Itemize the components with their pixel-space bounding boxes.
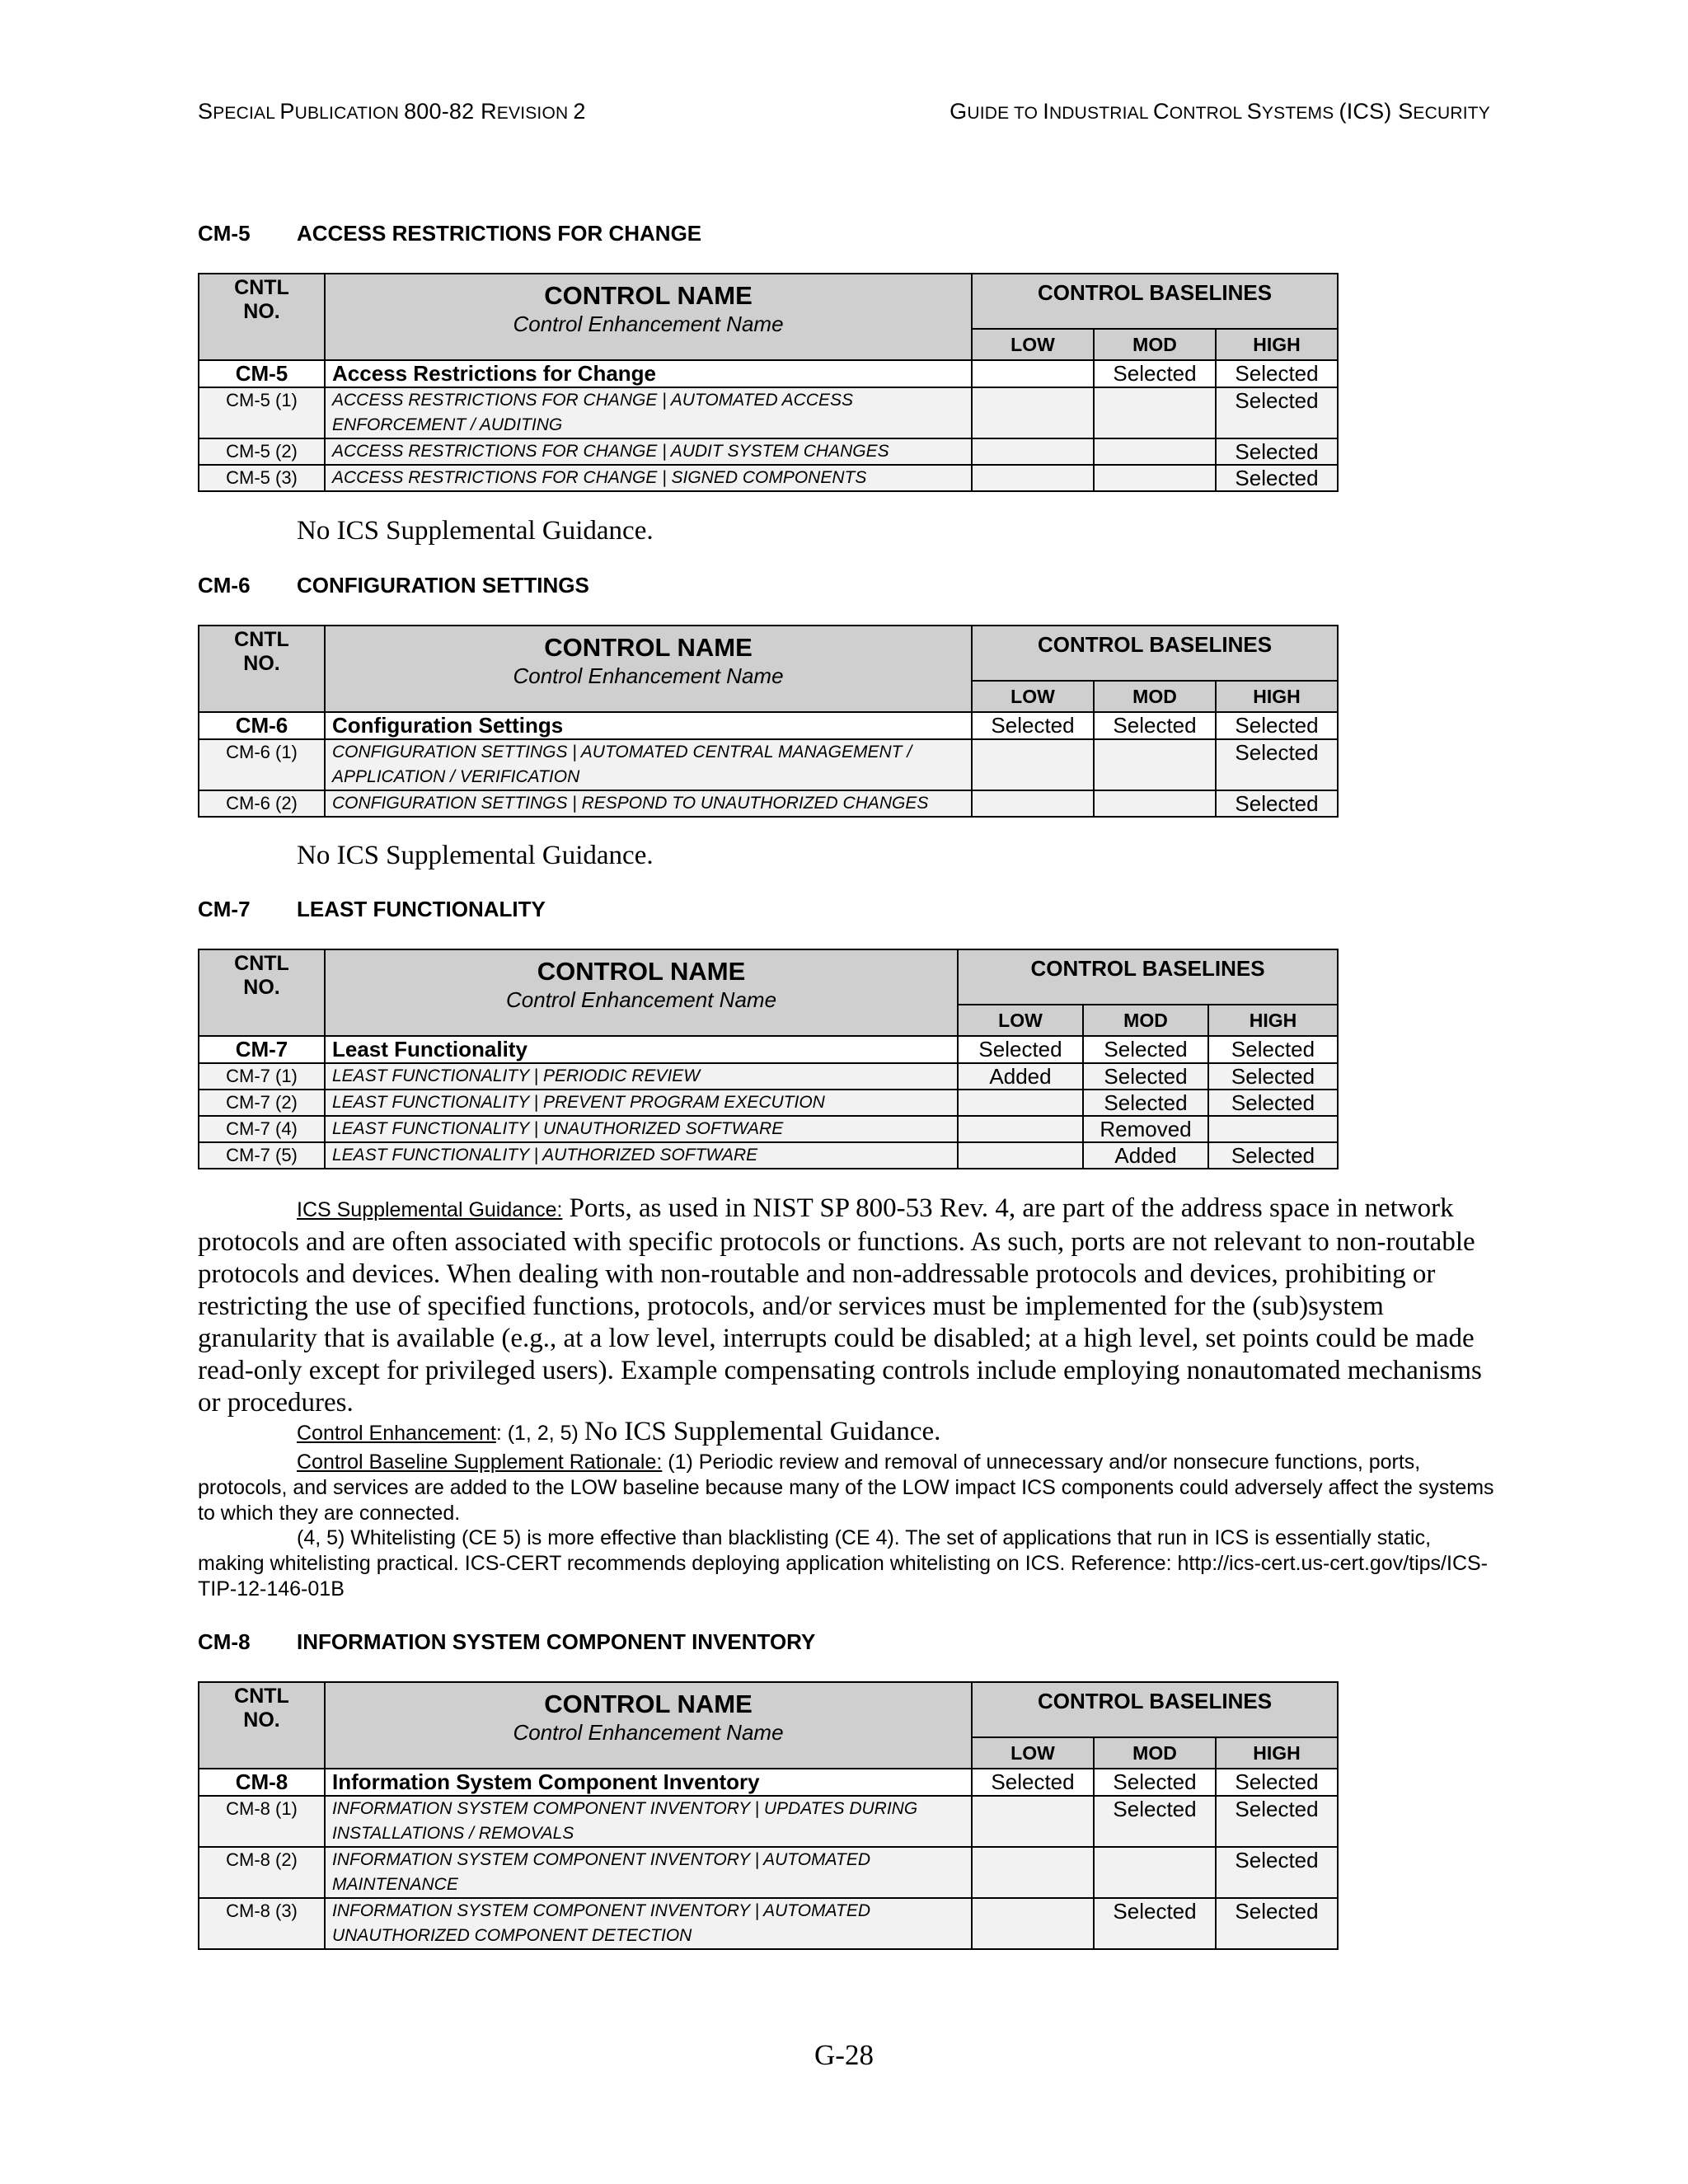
header-low: LOW <box>972 681 1094 712</box>
control-table-cm7 <box>198 949 1339 1169</box>
baseline-mod <box>1094 438 1216 465</box>
header-cntl-no: CNTL NO. <box>199 1682 325 1769</box>
section-heading-cm7: CM-7 LEAST FUNCTIONALITY <box>198 897 546 921</box>
header-mod: MOD <box>1094 681 1216 712</box>
baseline-high: Selected <box>1216 1796 1338 1847</box>
baseline-mod: Selected <box>1094 360 1216 387</box>
baseline-low: Selected <box>972 1769 1094 1796</box>
baseline-high: Selected <box>1208 1036 1338 1063</box>
baseline-high: Selected <box>1216 387 1338 438</box>
table-row <box>199 438 1338 465</box>
enhancement-id: CM-5 (1) <box>199 387 325 438</box>
baseline-low <box>972 387 1094 438</box>
running-header-left: SPECIAL PUBLICATION 800-82 REVISION 2 <box>198 99 586 124</box>
table-row <box>199 1090 1338 1116</box>
enhancement-name: LEAST FUNCTIONALITY | UNAUTHORIZED SOFTWARE <box>325 1116 958 1142</box>
enhancement-id: CM-5 (3) <box>199 465 325 491</box>
baseline-low: Selected <box>958 1036 1083 1063</box>
baseline-high: Selected <box>1216 360 1338 387</box>
enhancement-name: ACCESS RESTRICTIONS FOR CHANGE | SIGNED COMPONENTS <box>325 465 972 491</box>
enhancement-name: LEAST FUNCTIONALITY | PERIODIC REVIEW <box>325 1063 958 1090</box>
enhancement-name: ACCESS RESTRICTIONS FOR CHANGE | AUTOMATED ACCESS ENFORCEMENT / AUDITING <box>325 387 972 438</box>
baseline-high: Selected <box>1216 1898 1338 1949</box>
control-name: Configuration Settings <box>325 712 972 739</box>
baseline-mod: Selected <box>1083 1090 1208 1116</box>
table-row <box>199 1036 1338 1063</box>
header-control-baselines: CONTROL BASELINES <box>958 949 1338 1005</box>
supplemental-guidance-cm6: No ICS Supplemental Guidance. <box>297 841 654 870</box>
control-table-cm5 <box>198 273 1339 492</box>
header-low: LOW <box>972 1737 1094 1769</box>
enhancement-id: CM-6 (2) <box>199 790 325 817</box>
baseline-mod: Selected <box>1094 1796 1216 1847</box>
table-row <box>199 712 1338 739</box>
baseline-low <box>972 465 1094 491</box>
enhancement-name: ACCESS RESTRICTIONS FOR CHANGE | AUDIT SYSTEM CHANGES <box>325 438 972 465</box>
running-header-right: GUIDE TO INDUSTRIAL CONTROL SYSTEMS (ICS) SECURITY <box>950 99 1490 124</box>
baseline-low <box>958 1090 1083 1116</box>
baseline-high: Selected <box>1208 1063 1338 1090</box>
baseline-high: Selected <box>1216 739 1338 790</box>
enhancement-name: INFORMATION SYSTEM COMPONENT INVENTORY | UPDATES DURING INSTALLATIONS / REMOVALS <box>325 1796 972 1847</box>
supplemental-guidance-cm5: No ICS Supplemental Guidance. <box>297 516 654 546</box>
baseline-low <box>972 438 1094 465</box>
table-row <box>199 739 1338 790</box>
control-id: CM-8 <box>199 1769 325 1796</box>
header-control-name: CONTROL NAME Control Enhancement Name <box>325 626 972 712</box>
enhancement-id: CM-7 (1) <box>199 1063 325 1090</box>
header-mod: MOD <box>1083 1005 1208 1036</box>
header-mod: MOD <box>1094 329 1216 360</box>
enhancement-name: INFORMATION SYSTEM COMPONENT INVENTORY | AUTOMATED UNAUTHORIZED COMPONENT DETECTION <box>325 1898 972 1949</box>
header-mod: MOD <box>1094 1737 1216 1769</box>
baseline-low: Selected <box>972 712 1094 739</box>
baseline-mod: Selected <box>1094 1769 1216 1796</box>
baseline-high: Selected <box>1216 465 1338 491</box>
header-cntl-no: CNTL NO. <box>199 274 325 360</box>
baseline-mod <box>1094 739 1216 790</box>
baseline-mod: Selected <box>1094 712 1216 739</box>
baseline-high: Selected <box>1208 1142 1338 1169</box>
enhancement-name: CONFIGURATION SETTINGS | AUTOMATED CENTRAL MANAGEMENT / APPLICATION / VERIFICATION <box>325 739 972 790</box>
baseline-high: Selected <box>1208 1090 1338 1116</box>
baseline-high: Selected <box>1216 1769 1338 1796</box>
baseline-low <box>972 1796 1094 1847</box>
enhancement-id: CM-7 (2) <box>199 1090 325 1116</box>
header-control-baselines: CONTROL BASELINES <box>972 274 1338 329</box>
baseline-low <box>958 1142 1083 1169</box>
baseline-mod <box>1094 790 1216 817</box>
baseline-high: Selected <box>1216 1847 1338 1898</box>
enhancement-id: CM-7 (5) <box>199 1142 325 1169</box>
header-high: HIGH <box>1208 1005 1338 1036</box>
enhancement-name: CONFIGURATION SETTINGS | RESPOND TO UNAUTHORIZED CHANGES <box>325 790 972 817</box>
control-name: Information System Component Inventory <box>325 1769 972 1796</box>
control-id: CM-5 <box>199 360 325 387</box>
header-control-name: CONTROL NAME Control Enhancement Name <box>325 274 972 360</box>
table-row <box>199 1898 1338 1949</box>
enhancement-name: LEAST FUNCTIONALITY | PREVENT PROGRAM EXECUTION <box>325 1090 958 1116</box>
baseline-mod: Selected <box>1083 1036 1208 1063</box>
baseline-mod <box>1094 465 1216 491</box>
header-low: LOW <box>972 329 1094 360</box>
header-high: HIGH <box>1216 681 1338 712</box>
section-heading-cm8: CM-8 INFORMATION SYSTEM COMPONENT INVENTORY <box>198 1629 816 1654</box>
control-enhancement-note-cm7: Control Enhancement: (1, 2, 5) No ICS Supplemental Guidance. <box>297 1417 941 1446</box>
header-cntl-no: CNTL NO. <box>199 626 325 712</box>
enhancement-id: CM-5 (2) <box>199 438 325 465</box>
baseline-mod: Selected <box>1094 1898 1216 1949</box>
enhancement-id: CM-6 (1) <box>199 739 325 790</box>
header-low: LOW <box>958 1005 1083 1036</box>
baseline-mod <box>1094 387 1216 438</box>
control-table-cm6 <box>198 625 1339 818</box>
baseline-high <box>1208 1116 1338 1142</box>
table-row <box>199 465 1338 491</box>
control-name: Access Restrictions for Change <box>325 360 972 387</box>
baseline-mod: Removed <box>1083 1116 1208 1142</box>
table-row <box>199 790 1338 817</box>
baseline-low <box>972 790 1094 817</box>
baseline-low <box>972 1898 1094 1949</box>
enhancement-id: CM-8 (2) <box>199 1847 325 1898</box>
table-row <box>199 387 1338 438</box>
baseline-mod: Selected <box>1083 1063 1208 1090</box>
header-control-baselines: CONTROL BASELINES <box>972 626 1338 681</box>
table-row <box>199 1142 1338 1169</box>
header-high: HIGH <box>1216 1737 1338 1769</box>
table-row <box>199 1116 1338 1142</box>
section-heading-cm6: CM-6 CONFIGURATION SETTINGS <box>198 573 589 598</box>
baseline-rationale-whitelisting-cm7: (4, 5) Whitelisting (CE 5) is more effective than blacklisting (CE 4). The set of applications that run in ICS is essentially static, making whitelisting practical. ICS-CERT recommends deploying application whitelisting on ICS. Reference: http://ics-cert.us-cert.gov/tips/ICS-TIP-12-146-01B <box>198 1526 1489 1601</box>
baseline-low <box>972 1847 1094 1898</box>
enhancement-name: LEAST FUNCTIONALITY | AUTHORIZED SOFTWARE <box>325 1142 958 1169</box>
header-cntl-no: CNTL NO. <box>199 949 325 1036</box>
enhancement-name: INFORMATION SYSTEM COMPONENT INVENTORY | AUTOMATED MAINTENANCE <box>325 1847 972 1898</box>
control-table-cm8 <box>198 1681 1339 1950</box>
baseline-mod <box>1094 1847 1216 1898</box>
baseline-mod: Added <box>1083 1142 1208 1169</box>
control-id: CM-6 <box>199 712 325 739</box>
baseline-low <box>958 1116 1083 1142</box>
enhancement-id: CM-7 (4) <box>199 1116 325 1142</box>
page-number: G-28 <box>814 2039 874 2071</box>
baseline-low: Added <box>958 1063 1083 1090</box>
header-high: HIGH <box>1216 329 1338 360</box>
baseline-high: Selected <box>1216 438 1338 465</box>
ics-supplemental-guidance-cm7: ICS Supplemental Guidance: Ports, as used in NIST SP 800-53 Rev. 4, are part of the address space in network protocols and are often associated with specific protocols or functions. As such, ports are not relevant to non-routable protocols and devices. When dealing with non-routable and non-addressable protocols and devices, prohibiting or restricting the use of specified functions, protocols, and/or services must be implemented for the (sub)system granularity that is available (e.g., at a low level, interrupts could be disabled; at a high level, set points could be made read-only except for privileged users). Example compensating controls include employing nonautomated mechanisms or procedures. <box>198 1193 1482 1418</box>
table-row <box>199 1063 1338 1090</box>
baseline-low <box>972 739 1094 790</box>
enhancement-id: CM-8 (1) <box>199 1796 325 1847</box>
table-row <box>199 1796 1338 1847</box>
section-heading-cm5: CM-5 ACCESS RESTRICTIONS FOR CHANGE <box>198 221 702 246</box>
header-control-name: CONTROL NAME Control Enhancement Name <box>325 949 958 1036</box>
ics-guidance-label: ICS Supplemental Guidance: <box>297 1198 563 1221</box>
table-row <box>199 360 1338 387</box>
control-id: CM-7 <box>199 1036 325 1063</box>
baseline-low <box>972 360 1094 387</box>
baseline-rationale-cm7: Control Baseline Supplement Rationale: (1) Periodic review and removal of unnecessary and/or nonsecure functions, ports, protocols, and services are added to the LOW baseline because many of the LOW impact ICS components could adversely affect the systems to which they are connected. <box>198 1451 1494 1525</box>
header-control-name: CONTROL NAME Control Enhancement Name <box>325 1682 972 1769</box>
enhancement-id: CM-8 (3) <box>199 1898 325 1949</box>
table-row <box>199 1847 1338 1898</box>
baseline-high: Selected <box>1216 712 1338 739</box>
control-name: Least Functionality <box>325 1036 958 1063</box>
table-row <box>199 1769 1338 1796</box>
baseline-high: Selected <box>1216 790 1338 817</box>
header-control-baselines: CONTROL BASELINES <box>972 1682 1338 1737</box>
